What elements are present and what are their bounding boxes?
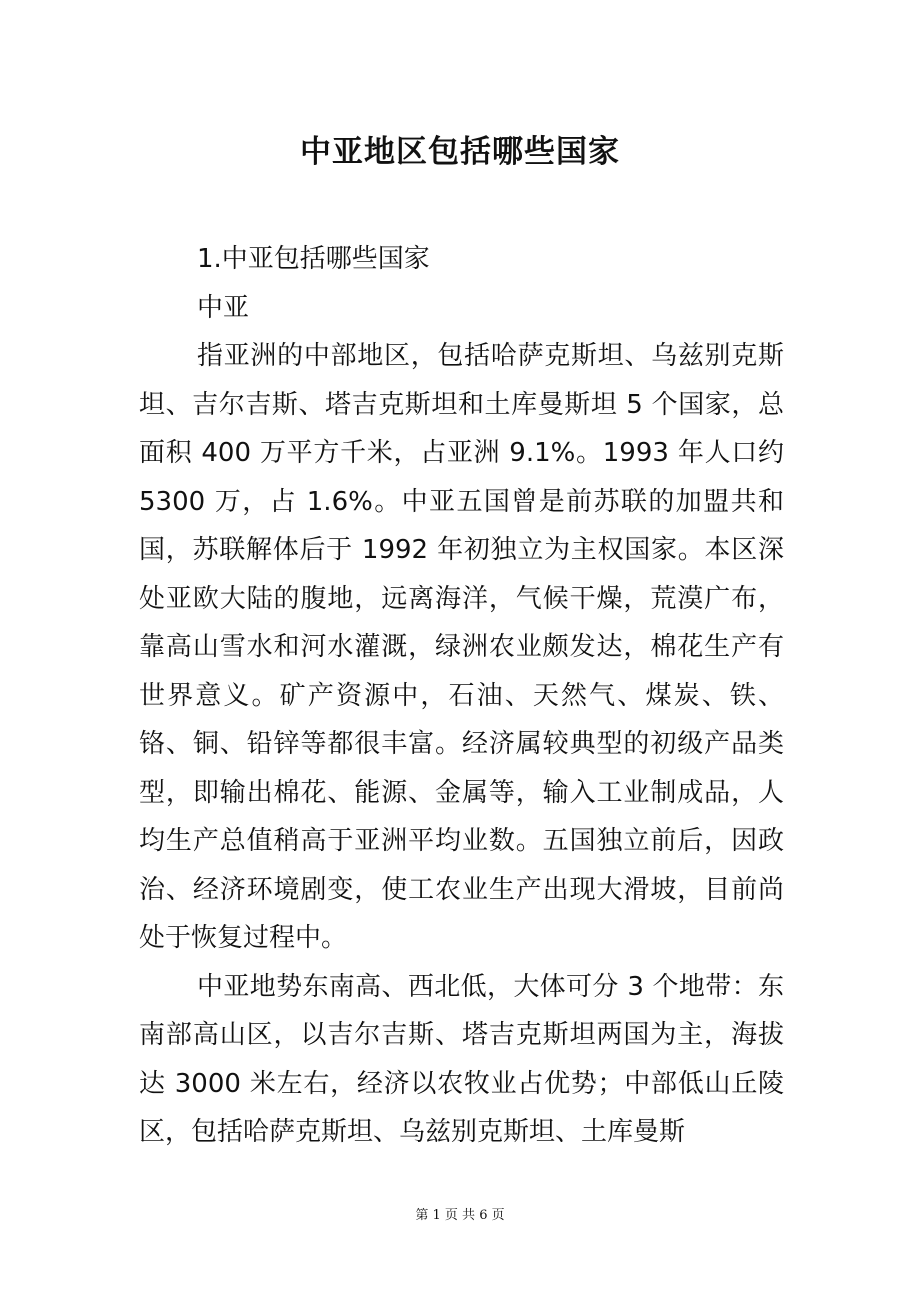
- footer-prefix: 第: [415, 1208, 429, 1223]
- paragraph-terrain: 中亚地势东南高、西北低，大体可分 3 个地带：东南部高山区，以吉尔吉斯、塔吉克斯坦两国为主，海拔达 3000 米左右，经济以农牧业占优势；中部低山丘陵区，包括哈萨克斯坦、乌兹别克斯坦、土库曼斯: [139, 971, 784, 1147]
- footer-total-pages: 6: [479, 1208, 488, 1223]
- footer-middle: 页 共: [444, 1208, 476, 1223]
- footer-current-page: 1: [432, 1208, 441, 1223]
- page-footer: [0, 1206, 920, 1226]
- paragraph-subheading: 中亚: [197, 292, 250, 323]
- footer-suffix: 页: [491, 1208, 505, 1223]
- paragraph-overview: 指亚洲的中部地区，包括哈萨克斯坦、乌兹别克斯坦、吉尔吉斯、塔吉克斯坦和土库曼斯坦 5 个国家，总面积 400 万平方千米，占亚洲 9.1%。1993 年人口约 5300 万，占 1.6%。中亚五国曾是前苏联的加盟共和国，苏联解体后于 1992 年初独立为主权国家。本区深处亚欧大陆的腹地，远离海洋，气候干燥，荒漠广布，靠高山雪水和河水灌溉，绿洲农业颇发达，棉花生产有世界意义。矿产资源中，石油、天然气、煤炭、铁、铬、铜、铅锌等都很丰富。经济属较典型的初级产品类型，即输出棉花、能源、金属等，输入工业制成品，人均生产总值稍高于亚洲平均业数。五国独立前后，因政治、经济环境剧变，使工农业生产出现大滑坡，目前尚处于恢复过程中。: [139, 341, 784, 953]
- paragraph-heading: 1.中亚包括哪些国家: [197, 244, 430, 274]
- document-title: 中亚地区包括哪些国家: [300, 134, 620, 170]
- document-body: [139, 235, 784, 1157]
